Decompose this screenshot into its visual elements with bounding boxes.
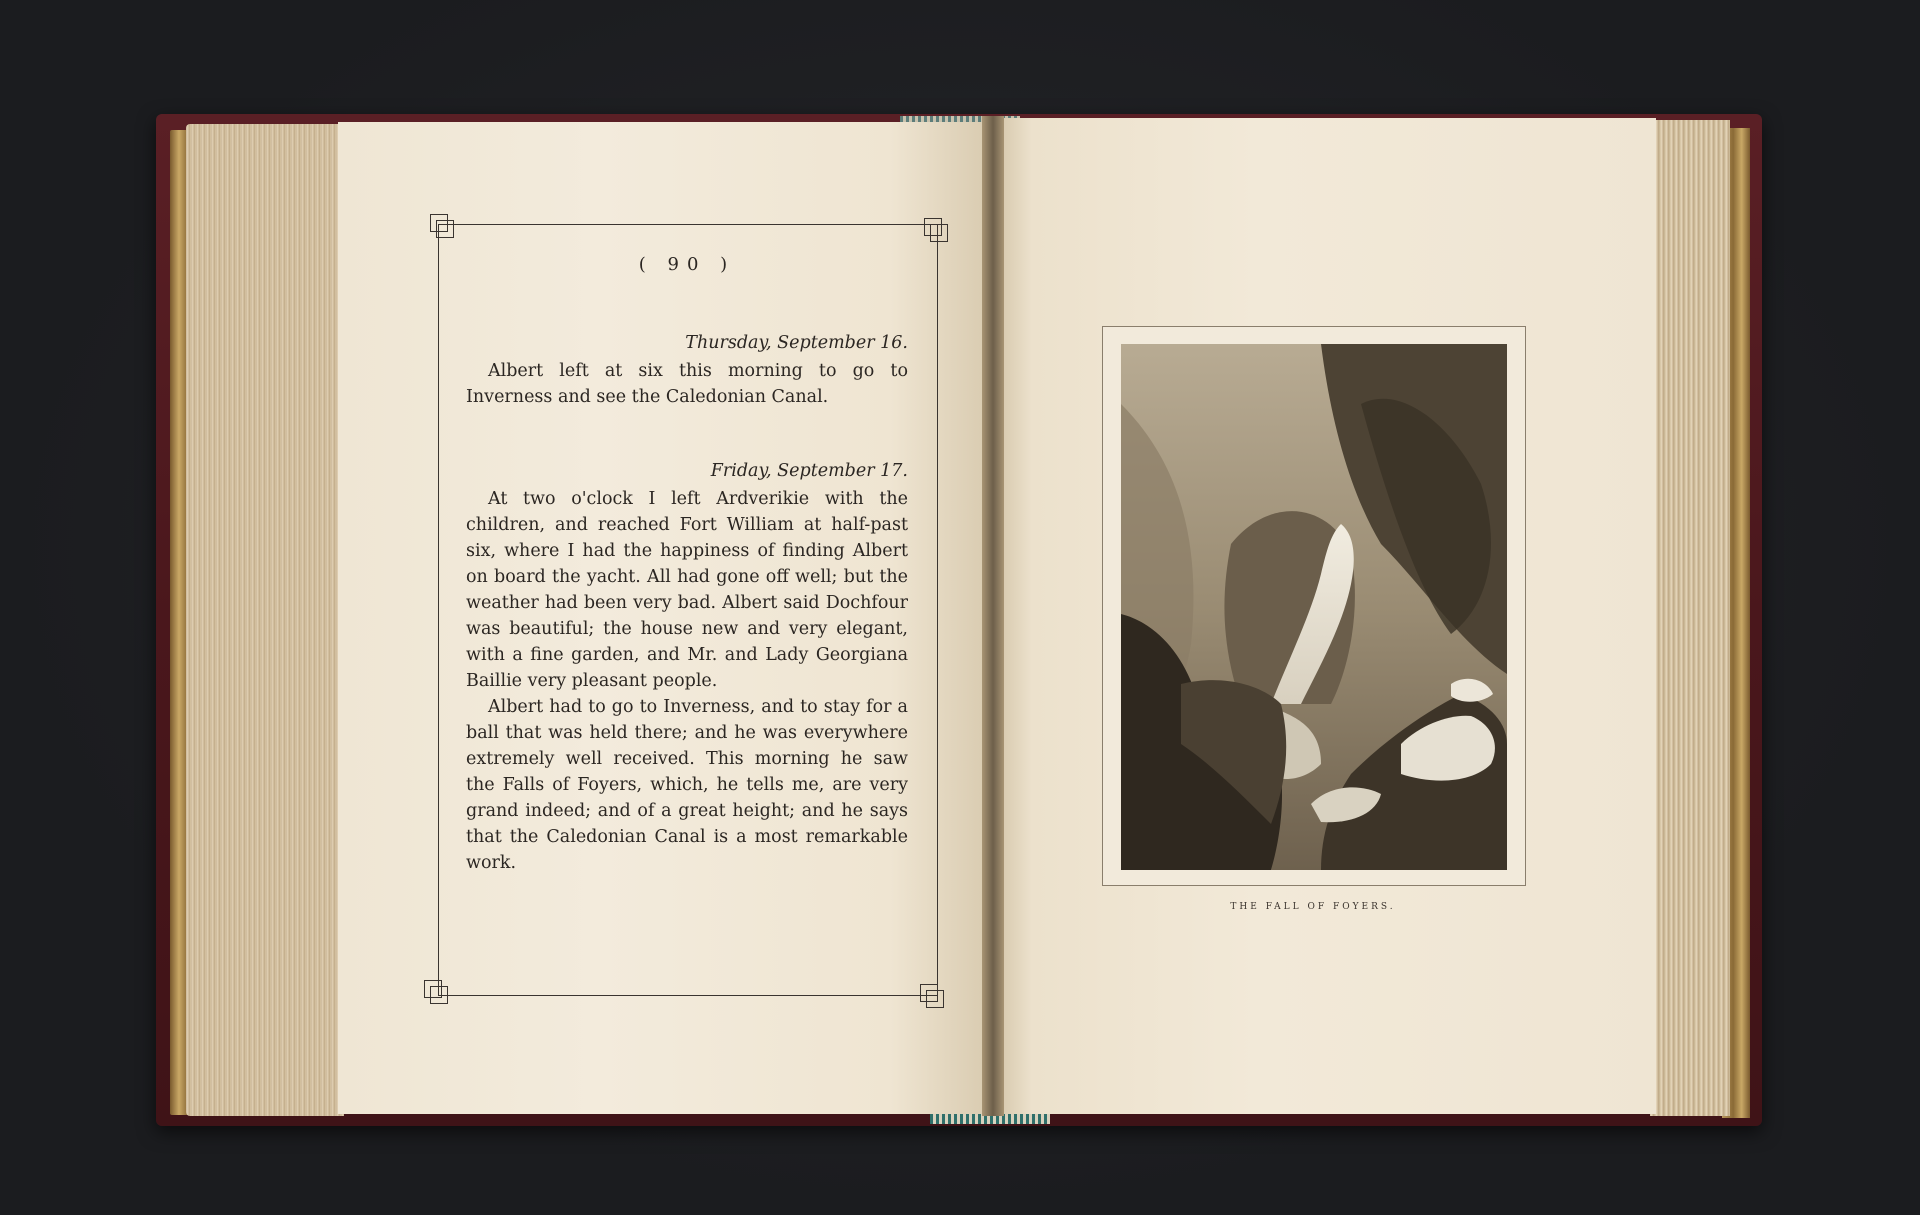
entry-paragraph: Albert left at six this morning to go to Inverness and see the Caledonian Canal. xyxy=(466,361,908,407)
book-gutter xyxy=(982,116,1004,1116)
photo-caption: THE FALL OF FOYERS. xyxy=(1230,902,1396,912)
corner-ornament-bottom-left xyxy=(424,980,442,998)
waterfall-photograph xyxy=(1121,344,1507,870)
corner-ornament-top-left xyxy=(430,214,448,232)
corner-ornament-bottom-right xyxy=(920,984,938,1002)
page-edges-right xyxy=(1650,120,1730,1116)
page-number: ( 90 ) xyxy=(638,254,736,275)
entry-date: Friday, September 17. xyxy=(710,461,908,481)
entry-date: Thursday, September 16. xyxy=(685,333,908,353)
entry-paragraph: At two o'clock I left Ardverikie with the children, and reached Fort William at half-past six, where I had the happiness of finding Albert on board the yacht. All had gone off well; but the weather had been very bad. Albert said Dochfour was beautiful; the house new and very elegant, with a fine garden, and Mr. and Lady Georgiana Baillie very pleasant people. xyxy=(466,489,908,691)
corner-ornament-top-right xyxy=(924,218,942,236)
page-edges-left xyxy=(186,124,344,1116)
entry-paragraph: Albert had to go to Inverness, and to stay for a ball that was held there; and he was everywhere extremely well received. This morning he saw the Falls of Foyers, which, he tells me, are very grand indeed; and of a great height; and he says that the Caledonian Canal is a most remarkable work. xyxy=(466,697,908,873)
waterfall-image xyxy=(1121,344,1507,870)
page-text xyxy=(466,252,908,876)
